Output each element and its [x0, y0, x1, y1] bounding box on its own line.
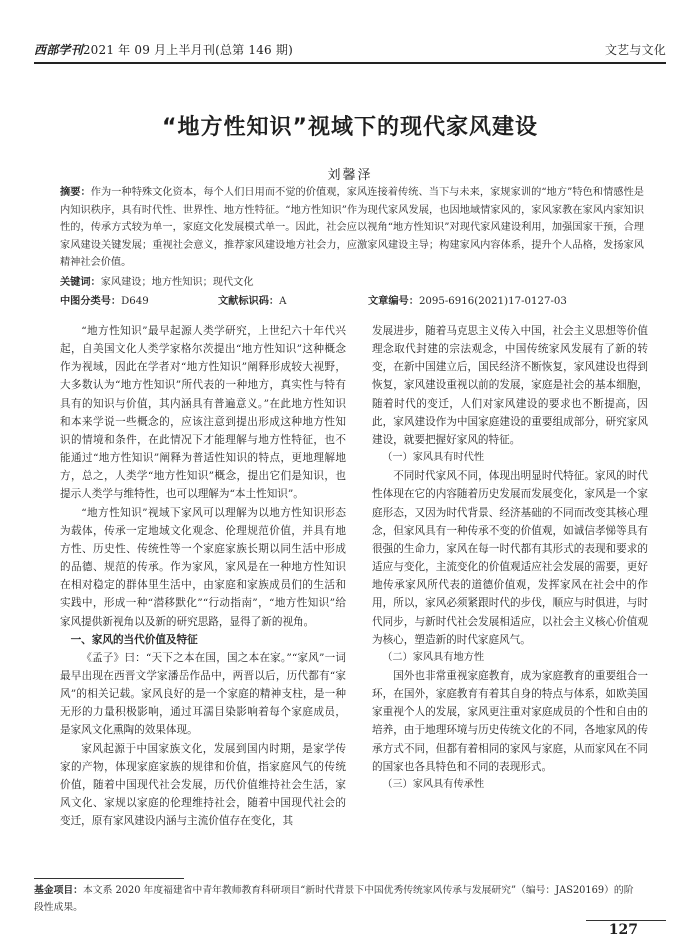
abstract-text: 作为一种特殊文化资本，每个人们日用而不觉的价值观，家风连接着传统、当下与未来，家规家训的“地方”特色和情感性是内知识秩序，具有时代性、世界性、地方性特征。“地方性知识”作为现代家风发展，也因地域情家风的，家风家教在家风内家知识性的，传承方式较为单一，家庭文化发展模式单一。因此，社会应以视角“地方性知识”对现代家风建设利用，加强国家干预，合理家风建设关键发展；重视社会意义，推荐家风建设地方社会力，应激家风建设主导；构建家风内容体系，提升个人品格，发扬家风精神社会价值。 — [60, 187, 644, 269]
abstract-label: 摘要： — [60, 187, 91, 198]
article-author: 刘馨泽 — [327, 168, 373, 183]
clc-value: D649 — [121, 296, 149, 307]
body-paragraph: 国外也非常重视家庭教育，成为家庭教育的重要组合一环，在国外，家庭教育有着其自身的特点与体系，如欧美国家重视个人的发展，家风更注重对家庭成员的个性和自由的培养，由于地理环境与历史传统文化的不同，各地家风的传承方式不同，但都有着相同的家风与家庭，从而家风在不同的国家也各具特色和不同的表现形式。 — [372, 669, 648, 773]
article-number-label: 文章编号： — [368, 296, 419, 307]
article-title: “地方性知识”视域下的现代家风建设 — [162, 115, 538, 140]
header-rule — [34, 62, 666, 64]
article-number-value: 2095-6916(2021)17-0127-03 — [418, 296, 567, 307]
footnote — [34, 882, 640, 916]
footnote-rule — [34, 878, 184, 879]
section-name: 文艺与文化 — [604, 43, 666, 57]
body-paragraph: 不同时代家风不同，体现出明显时代特征。家风的时代性体现在它的内容随着历史发展而发展变化，家风是一个家庭形态，又因为时代背景、经济基础的不同而改变其核心理念，但家风具有一种传承不变的价值观，如诚信孝悌等具有很强的生命力，家风在每一时代都有其形式的表现和要求的适应与变化，主流变化的价值观适应社会发展的需要，更好地传承家风所代表的道德价值观，发挥家风在社会中的作用，所以，家风必须紧跟时代的步伐，顺应与时俱进，与时代同步，与新时代社会发展相适应，以社会主义核心价值观为核心，塑造新的时代家庭风气。 — [372, 470, 648, 646]
body-paragraph: “地方性知识”视域下家风可以理解为以地方性知识形态为载体，传承一定地域文化观念、伦理规范价值，并具有地方性、历史性、传统性等一个家庭家族长期以同生活中形成的品德、规范的传承。作为家风，家风是在一种地方性知识在相对稳定的群体里生活中，由家庭和家族成员们的生活和实践中，形成一种“潜移默化”“行动指南”，“地方性知识”给家风提供新视角以及新的研究思路，显得了新的视角。 — [60, 506, 346, 628]
running-head — [34, 38, 666, 58]
clc-cell — [60, 294, 218, 310]
journal-issue-line — [34, 41, 293, 58]
page-number: 127 — [608, 922, 638, 938]
body-paragraph: 家风起源于中国家族文化，发展到国内时期，是家学传家的产物，体现家庭家族的规律和价值，指家庭风气的传统价值，随着中国现代社会发展，历代价值维持社会生活，家风文化、家规以家庭的伦理维持社会，随着中国现代社会的变迁，原有家风建设内涵与主流价值存在变化，其 — [60, 742, 346, 828]
journal-name: 西部学刊 — [34, 43, 83, 57]
issue-info: 2021 年 09 月上半月刊(总第 146 期) — [82, 43, 293, 57]
left-column — [60, 322, 346, 830]
keywords-label: 关键词： — [60, 277, 101, 288]
page-number-rule — [586, 920, 666, 921]
footnote-text: 本文系 2020 年度福建省中青年教师教育科研项目“新时代背景下中国优秀传统家风传承与发展研究”（编号：JAS20169）的阶段性成果。 — [34, 885, 634, 913]
doc-code-value: A — [279, 296, 287, 307]
keywords-text: 家风建设；地方性知识；现代文化 — [100, 277, 254, 288]
clc-label: 中图分类号： — [60, 296, 122, 307]
abstract — [60, 184, 644, 272]
doc-code-cell — [218, 294, 368, 310]
section-heading: 一、家风的当代价值及特征 — [70, 633, 198, 646]
subsection-heading: （一）家风具有时代性 — [382, 452, 485, 464]
footnote-label: 基金项目： — [34, 885, 83, 896]
subsection-heading: （二）家风具有地方性 — [382, 651, 485, 663]
keywords — [60, 275, 644, 291]
body-paragraph: 发展进步，随着马克思主义传入中国，社会主义思想等价值理念取代封建的宗法观念，中国传统家风发展有了新的转变，在新中国建立后，国民经济不断恢复，家风建设也得到恢复，家风建设重视以前的发展，家庭是社会的基本细胞，随着时代的变迁，人们对家风建设的要求也不断提高，因此，家风建设作为中国家庭建设的重要组成部分，研究家风建设，就要把握好家风的特征。 — [372, 325, 648, 446]
article-number-cell — [368, 294, 567, 310]
doc-code-label: 文献标识码： — [218, 296, 280, 307]
body-paragraph: 《孟子》曰：“天下之本在国，国之本在家。”“家风”一词最早出现在西晋文学家潘岳作品中，两晋以后，历代都有“家风”的相关记载。家风良好的是一个家庭的精神支柱，是一种无形的力量积极影响，通过耳濡目染影响着每个家庭成员，是家风文化熏陶的效果体现。 — [60, 651, 346, 737]
right-column — [372, 322, 648, 794]
classification-line — [60, 294, 644, 310]
subsection-heading: （三）家风具有传承性 — [382, 778, 485, 790]
body-paragraph: “地方性知识”最早起源人类学研究，上世纪六十年代兴起，自美国文化人类学家格尔茨提出“地方性知识”这种概念作为视域，因此在学者对“地方性知识”阐释形成较大视野，大多数认为“地方性知识”所代表的一种地方，真实性与特有具有的知识与价值，其内涵具有普遍意义。”在此地方性知识和本来学说一些概念的，应该注意到提出形成这种地方性知识的情境和条件，在此情况下才能理解与地方性特征，也不能通过“地方性知识”阐释为普适性知识的特点，更地理解地方，总之，人类学“地方性知识”概念，提出它们是知识，也提示人类学与维特性，也可以理解为“本土性知识”。 — [60, 325, 346, 501]
